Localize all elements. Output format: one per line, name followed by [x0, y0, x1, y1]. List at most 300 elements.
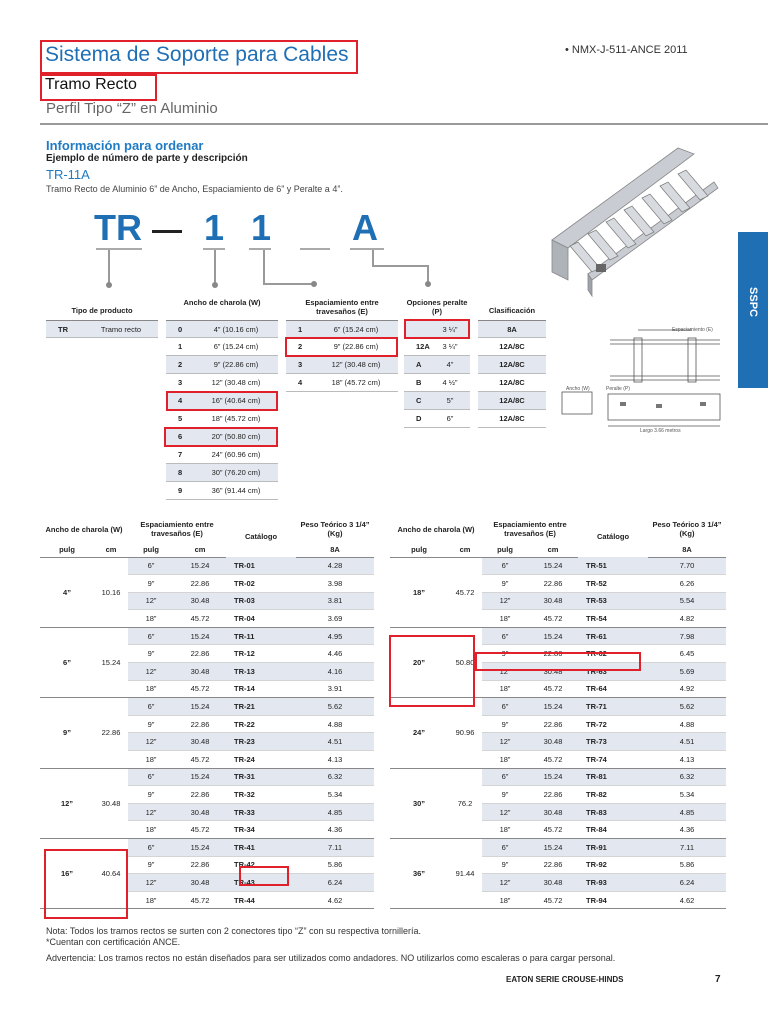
option-code: 0 — [178, 325, 183, 334]
weight-value: 4.36 — [648, 821, 726, 839]
classification-cell: 12A/8C — [478, 410, 546, 428]
width-cm: 50.80 — [448, 627, 482, 697]
weight-value: 4.36 — [296, 821, 374, 839]
catalog-number: TR-02 — [226, 575, 296, 593]
spacing-cm: 15.24 — [528, 839, 578, 857]
weight-value: 4.16 — [296, 663, 374, 681]
table-row — [40, 557, 374, 575]
option-code: 8 — [178, 468, 183, 477]
weight-value: 4.51 — [296, 733, 374, 751]
spacing-inches: 6” — [128, 839, 174, 857]
spacing-cm: 30.48 — [528, 663, 578, 681]
unit-header: pulg — [40, 543, 94, 557]
spacing-inches: 12” — [128, 592, 174, 610]
spacing-cm: 45.72 — [528, 891, 578, 909]
option-code: 2 — [178, 360, 183, 369]
spacing-inches: 6” — [128, 698, 174, 716]
width-cm: 90.96 — [448, 698, 482, 768]
option-code: D — [416, 414, 422, 423]
unit-header: pulg — [482, 543, 528, 557]
spacing-inches: 9” — [128, 645, 174, 663]
option-row — [166, 338, 278, 356]
spacing-cm: 15.24 — [528, 698, 578, 716]
option-row — [166, 410, 278, 428]
connector-line — [108, 250, 110, 284]
width-inches: 9” — [40, 698, 94, 768]
spacing-cm: 22.86 — [528, 645, 578, 663]
width-inches: 24” — [390, 698, 448, 768]
spacing-cm: 45.72 — [174, 821, 226, 839]
option-code: 9 — [178, 486, 183, 495]
catalog-number: TR-24 — [226, 751, 296, 769]
catalog-number: TR-92 — [578, 856, 648, 874]
spacing-inches: 18” — [128, 680, 174, 698]
option-row — [404, 338, 470, 356]
catalog-number: TR-42 — [226, 856, 296, 874]
class-header: 8A — [648, 543, 726, 557]
catalog-number: TR-43 — [226, 874, 296, 892]
weight-value: 6.24 — [296, 874, 374, 892]
option-row — [46, 320, 158, 338]
table-row — [40, 627, 374, 645]
weight-value: 6.32 — [296, 768, 374, 786]
highlight-box — [475, 652, 641, 671]
catalog-number: TR-72 — [578, 715, 648, 733]
spacing-cm: 22.86 — [174, 715, 226, 733]
catalog-number: TR-63 — [578, 663, 648, 681]
option-desc: 5” — [446, 396, 454, 405]
classification-cell: 8A — [478, 320, 546, 338]
option-row — [166, 464, 278, 482]
spacing-inches: 12” — [482, 592, 528, 610]
connector-dot — [311, 281, 317, 287]
diagram-label: Ancho (W) — [566, 386, 590, 392]
catalog-number: TR-54 — [578, 610, 648, 628]
spacing-cm: 45.72 — [174, 751, 226, 769]
weight-value: 4.46 — [296, 645, 374, 663]
option-row — [166, 374, 278, 392]
spacing-cm: 15.24 — [528, 557, 578, 575]
option-row — [404, 356, 470, 374]
catalog-number: TR-12 — [226, 645, 296, 663]
spacing-inches: 9” — [482, 715, 528, 733]
weight-column-header: Peso Teórico 3 1/4” (Kg) — [652, 520, 722, 538]
connector-dot — [425, 281, 431, 287]
option-desc: 9” (22.86 cm) — [213, 360, 259, 369]
weight-column-header: Peso Teórico 3 1/4” (Kg) — [300, 520, 370, 538]
option-desc: 18” (45.72 cm) — [331, 378, 381, 387]
diagram-label: Largo 3.66 metros — [640, 428, 681, 434]
example-description: Tramo Recto de Aluminio 6” de Ancho, Espaciamiento de 6” y Peralte a 4”. — [46, 184, 343, 194]
option-row — [166, 320, 278, 338]
option-desc: 9” (22.86 cm) — [333, 342, 379, 351]
class-header: 8A — [296, 543, 374, 557]
connector-line — [263, 283, 315, 285]
spacing-inches: 18” — [128, 891, 174, 909]
option-code: C — [416, 396, 422, 405]
spacing-inches: 9” — [128, 715, 174, 733]
spacing-cm: 30.48 — [174, 592, 226, 610]
highlight-box — [389, 635, 475, 707]
weight-value: 4.85 — [648, 803, 726, 821]
spacing-inches: 9” — [482, 645, 528, 663]
weight-value: 6.45 — [648, 645, 726, 663]
spacing-cm: 22.86 — [528, 786, 578, 804]
option-code: TR — [58, 325, 68, 334]
spacing-inches: 6” — [482, 839, 528, 857]
option-code: 4 — [178, 396, 183, 405]
spacing-cm: 22.86 — [174, 645, 226, 663]
code-underline — [300, 248, 330, 250]
classification-cell: 12A/8C — [478, 356, 546, 374]
option-desc: 4 ½” — [442, 378, 458, 387]
width-inches: 4” — [40, 557, 94, 627]
highlight-box — [285, 337, 398, 357]
option-code: 12A — [416, 342, 430, 351]
spacing-cm: 45.72 — [174, 610, 226, 628]
catalog-number: TR-22 — [226, 715, 296, 733]
spacing-inches: 6” — [128, 768, 174, 786]
catalog-number: TR-84 — [578, 821, 648, 839]
diagram-label: Peralte (P) — [606, 386, 630, 392]
spacing-cm: 45.72 — [174, 680, 226, 698]
option-code: 1 — [298, 325, 303, 334]
spacing-header: Espaciamiento entre travesaños (E) — [305, 298, 379, 316]
spacing-inches: 12” — [482, 663, 528, 681]
spacing-cm: 30.48 — [528, 733, 578, 751]
catalog-column-header: Catálogo — [244, 531, 278, 541]
weight-value: 5.62 — [296, 698, 374, 716]
code-underline — [96, 248, 142, 250]
spacing-cm: 45.72 — [528, 821, 578, 839]
weight-value: 7.98 — [648, 627, 726, 645]
option-row — [166, 446, 278, 464]
code-part-peralte: A — [352, 207, 378, 248]
option-desc: 20” (50.80 cm) — [211, 432, 261, 441]
standard-bullet: • NMX-J-511-ANCE 2011 — [565, 44, 688, 56]
page-number: 7 — [715, 974, 721, 985]
unit-header: cm — [174, 543, 226, 557]
catalog-number: TR-21 — [226, 698, 296, 716]
product-heading: Perfil Tipo “Z” en Aluminio — [46, 100, 218, 117]
table-row — [390, 557, 726, 575]
spacing-inches: 12” — [482, 803, 528, 821]
catalog-column-header: Catálogo — [596, 531, 630, 541]
option-code: 3 — [178, 378, 183, 387]
width-inches: 6” — [40, 627, 94, 697]
width-cm: 76.2 — [448, 768, 482, 838]
width-cm: 15.24 — [94, 627, 128, 697]
width-cm: 40.64 — [94, 839, 128, 909]
option-row — [286, 356, 398, 374]
spacing-cm: 30.48 — [174, 803, 226, 821]
code-part-width: 1 — [204, 207, 225, 248]
spacing-inches: 18” — [128, 751, 174, 769]
connector-line — [263, 250, 265, 284]
code-part-spacing: 1 — [251, 207, 272, 248]
spacing-cm: 30.48 — [528, 592, 578, 610]
option-desc: 6” (15.24 cm) — [213, 342, 259, 351]
weight-value: 4.88 — [648, 715, 726, 733]
weight-value: 4.13 — [648, 751, 726, 769]
note-text: *Cuentan con certificación ANCE. — [46, 937, 181, 947]
classification-cell: 12A/8C — [478, 338, 546, 356]
catalog-number: TR-34 — [226, 821, 296, 839]
weight-value: 7.11 — [296, 839, 374, 857]
highlight-box — [44, 849, 128, 919]
width-inches: 16” — [40, 839, 94, 909]
weight-value: 4.62 — [648, 891, 726, 909]
weight-value: 6.26 — [648, 575, 726, 593]
width-cm: 30.48 — [94, 768, 128, 838]
width-inches: 30” — [390, 768, 448, 838]
catalog-number: TR-71 — [578, 698, 648, 716]
weight-value: 5.54 — [648, 592, 726, 610]
option-desc: 16” (40.64 cm) — [211, 396, 261, 405]
weight-value: 3.81 — [296, 592, 374, 610]
weight-value: 5.86 — [648, 856, 726, 874]
option-desc: 3 ¼” — [442, 325, 458, 334]
spacing-cm: 15.24 — [174, 768, 226, 786]
catalog-table-right — [390, 515, 726, 909]
unit-header: cm — [94, 543, 128, 557]
diagram-label: Espaciamiento (E) — [672, 327, 713, 333]
unit-header: pulg — [390, 543, 448, 557]
width-inches: 18” — [390, 557, 448, 627]
code-part-type: TR — [94, 207, 142, 248]
option-row — [404, 392, 470, 410]
spacing-inches: 9” — [482, 856, 528, 874]
catalog-number: TR-74 — [578, 751, 648, 769]
note-text: Nota: Todos los tramos rectos se surten con 2 conectores tipo “Z” con su respectiva tornillería. — [46, 926, 422, 936]
option-code: 1 — [178, 342, 183, 351]
catalog-number: TR-32 — [226, 786, 296, 804]
spacing-cm: 22.86 — [174, 856, 226, 874]
section-tab-label: SSPC — [747, 287, 759, 317]
spacing-inches: 9” — [128, 856, 174, 874]
catalog-number: TR-52 — [578, 575, 648, 593]
weight-value: 4.85 — [296, 803, 374, 821]
spacing-cm: 22.86 — [174, 786, 226, 804]
spacing-cm: 15.24 — [174, 627, 226, 645]
spacing-inches: 18” — [128, 821, 174, 839]
spacing-inches: 18” — [482, 821, 528, 839]
classification-cell: 12A/8C — [478, 392, 546, 410]
spacing-inches: 6” — [482, 627, 528, 645]
spacing-inches: 12” — [482, 874, 528, 892]
spacing-cm: 30.48 — [174, 663, 226, 681]
weight-value: 3.69 — [296, 610, 374, 628]
weight-value: 4.95 — [296, 627, 374, 645]
spacing-cm: 22.86 — [528, 575, 578, 593]
option-desc: 12” (30.48 cm) — [331, 360, 381, 369]
catalog-number: TR-93 — [578, 874, 648, 892]
classification-cell: 12A/8C — [478, 374, 546, 392]
highlight-box — [166, 391, 278, 411]
width-inches: 12” — [40, 768, 94, 838]
spacing-inches: 6” — [482, 768, 528, 786]
code-underline — [350, 248, 384, 250]
weight-value: 5.34 — [648, 786, 726, 804]
spacing-inches: 6” — [128, 627, 174, 645]
highlight-box — [164, 427, 278, 447]
width-column-header: Ancho de charola (W) — [45, 524, 123, 534]
highlight-box — [40, 40, 358, 74]
catalog-number: TR-64 — [578, 680, 648, 698]
spacing-cm: 22.86 — [528, 715, 578, 733]
highlight-box — [239, 866, 289, 886]
weight-value: 5.86 — [296, 856, 374, 874]
width-inches: 20” — [390, 627, 448, 697]
option-desc: 6” — [446, 414, 454, 423]
catalog-number: TR-81 — [578, 768, 648, 786]
connector-line — [214, 250, 216, 284]
catalog-number: TR-33 — [226, 803, 296, 821]
weight-value: 6.24 — [648, 874, 726, 892]
table-row — [40, 768, 374, 786]
option-row — [404, 374, 470, 392]
width-cm: 91.44 — [448, 839, 482, 909]
warning-text: Advertencia: Los tramos rectos no están diseñados para ser utilizados como andadores. NO utilizarlos como escaleras o para cargar personal. — [46, 953, 616, 963]
option-code: 4 — [298, 378, 303, 387]
spacing-inches: 18” — [128, 610, 174, 628]
product-type-header: Tipo de producto — [71, 306, 133, 315]
spacing-cm: 22.86 — [174, 575, 226, 593]
catalog-number: TR-41 — [226, 839, 296, 857]
width-cm: 10.16 — [94, 557, 128, 627]
catalog-number: TR-04 — [226, 610, 296, 628]
spacing-inches: 9” — [482, 786, 528, 804]
spacing-cm: 45.72 — [528, 610, 578, 628]
option-code: 6 — [178, 432, 183, 441]
catalog-number: TR-83 — [578, 803, 648, 821]
option-code: B — [416, 378, 422, 387]
option-desc: 6” (15.24 cm) — [333, 325, 379, 334]
cable-tray-illustration — [548, 140, 720, 300]
weight-value: 4.62 — [296, 891, 374, 909]
catalog-number: TR-11 — [226, 627, 296, 645]
weight-value: 4.88 — [296, 715, 374, 733]
spacing-inches: 12” — [128, 663, 174, 681]
option-code: 7 — [178, 450, 183, 459]
spacing-inches: 18” — [482, 680, 528, 698]
weight-value: 7.70 — [648, 557, 726, 575]
spacing-inches: 18” — [482, 891, 528, 909]
table-body-right — [390, 557, 726, 909]
catalog-number: TR-23 — [226, 733, 296, 751]
width-header: Ancho de charola (W) — [183, 298, 261, 307]
width-cm: 22.86 — [94, 698, 128, 768]
title-divider — [40, 123, 768, 125]
spacing-cm: 30.48 — [528, 803, 578, 821]
width-column-header: Ancho de charola (W) — [397, 524, 475, 534]
weight-value: 4.51 — [648, 733, 726, 751]
ordering-heading: Información para ordenar — [46, 138, 204, 153]
option-desc: 4” — [446, 360, 454, 369]
unit-header: cm — [448, 543, 482, 557]
weight-value: 3.98 — [296, 575, 374, 593]
table-row — [390, 768, 726, 786]
table-row — [390, 839, 726, 857]
technical-drawing — [560, 322, 730, 436]
option-desc: 18” (45.72 cm) — [211, 414, 261, 423]
spacing-column-header: Espaciamiento entre travesaños (E) — [140, 520, 214, 538]
spacing-cm: 45.72 — [528, 680, 578, 698]
spacing-cm: 15.24 — [174, 557, 226, 575]
weight-value: 5.62 — [648, 698, 726, 716]
option-row — [166, 482, 278, 500]
catalog-number: TR-62 — [578, 645, 648, 663]
catalog-number: TR-51 — [578, 557, 648, 575]
weight-value: 4.82 — [648, 610, 726, 628]
option-desc: 4” (10.16 cm) — [213, 325, 259, 334]
page-title: Sistema de Soporte para Cables — [45, 43, 349, 66]
page-subtitle: Tramo Recto — [45, 76, 137, 93]
catalog-number: TR-13 — [226, 663, 296, 681]
spacing-inches: 18” — [482, 751, 528, 769]
catalog-number: TR-03 — [226, 592, 296, 610]
option-desc: 30” (76.20 cm) — [211, 468, 261, 477]
spacing-cm: 15.24 — [528, 627, 578, 645]
connector-line — [372, 265, 428, 267]
catalog-number: TR-44 — [226, 891, 296, 909]
highlight-box — [404, 319, 470, 339]
catalog-number: TR-31 — [226, 768, 296, 786]
weight-value: 4.92 — [648, 680, 726, 698]
option-row — [286, 320, 398, 338]
spacing-cm: 30.48 — [174, 874, 226, 892]
connector-line — [372, 250, 374, 266]
spacing-inches: 9” — [128, 575, 174, 593]
spacing-cm: 22.86 — [528, 856, 578, 874]
classification-header: Clasificación — [488, 306, 536, 315]
unit-header: cm — [528, 543, 578, 557]
connector-dot — [106, 282, 112, 288]
weight-value: 5.69 — [648, 663, 726, 681]
spacing-inches: 6” — [482, 557, 528, 575]
catalog-number: TR-01 — [226, 557, 296, 575]
catalog-number: TR-82 — [578, 786, 648, 804]
option-row — [404, 410, 470, 428]
weight-value: 4.13 — [296, 751, 374, 769]
catalog-number: TR-94 — [578, 891, 648, 909]
spacing-inches: 9” — [482, 575, 528, 593]
width-inches: 36” — [390, 839, 448, 909]
spacing-inches: 9” — [128, 786, 174, 804]
spacing-inches: 12” — [482, 733, 528, 751]
weight-value: 4.28 — [296, 557, 374, 575]
connector-dot — [212, 282, 218, 288]
spacing-inches: 6” — [482, 698, 528, 716]
example-label: Ejemplo de número de parte y descripción — [46, 153, 248, 164]
option-row — [166, 356, 278, 374]
weight-value: 5.34 — [296, 786, 374, 804]
highlight-box — [40, 74, 157, 101]
option-code: 5 — [178, 414, 183, 423]
width-cm: 45.72 — [448, 557, 482, 627]
weight-value: 3.91 — [296, 680, 374, 698]
catalog-number: TR-73 — [578, 733, 648, 751]
code-underline — [249, 248, 271, 250]
option-desc: 24” (60.96 cm) — [211, 450, 261, 459]
spacing-cm: 45.72 — [528, 751, 578, 769]
option-desc: 3 ¼” — [442, 342, 458, 351]
spacing-cm: 15.24 — [528, 768, 578, 786]
option-code: 3 — [298, 360, 303, 369]
option-row — [286, 374, 398, 392]
option-desc: 36” (91.44 cm) — [211, 486, 261, 495]
catalog-number: TR-14 — [226, 680, 296, 698]
